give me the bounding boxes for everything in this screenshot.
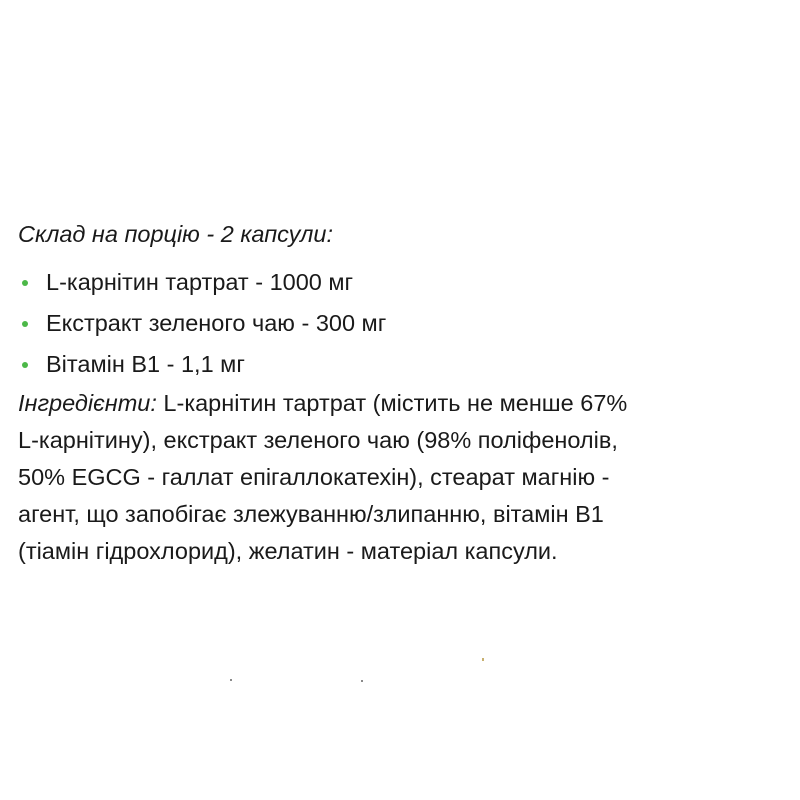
serving-heading: Склад на порцію - 2 капсули: [18, 221, 333, 247]
list-item-text: L-карнітин тартрат - 1000 мг [46, 269, 354, 295]
list-item [18, 344, 788, 385]
ingredients-line: L-карнітину), екстракт зеленого чаю (98% поліфенолів, [18, 427, 618, 453]
ingredients-label: Інгредієнти: [18, 390, 157, 416]
ingredients-line: (тіамін гідрохлорид), желатин - матеріал капсули. [18, 538, 558, 564]
artifact-dot [482, 658, 484, 661]
list-item-text: Екстракт зеленого чаю - 300 мг [46, 310, 387, 336]
artifact-dot [230, 679, 232, 681]
ingredients-line: 50% EGCG - галлат епігаллокатехін), стеарат магнію - [18, 464, 610, 490]
ingredients-paragraph [18, 385, 788, 570]
ingredients-line [18, 385, 788, 422]
artifact-dot [361, 680, 363, 682]
list-item [18, 303, 788, 344]
list-item-text: Вітамін B1 - 1,1 мг [46, 351, 245, 377]
bullet-icon [22, 280, 28, 286]
ingredients-line: агент, що запобігає злежуванню/злипанню, вітамін B1 [18, 501, 604, 527]
ingredients-text: L-карнітин тартрат (містить не менше 67% [156, 390, 628, 416]
composition-list [18, 262, 788, 385]
list-item [18, 262, 788, 303]
bullet-icon [22, 362, 28, 368]
bullet-icon [22, 321, 28, 327]
supplement-facts [18, 218, 788, 570]
